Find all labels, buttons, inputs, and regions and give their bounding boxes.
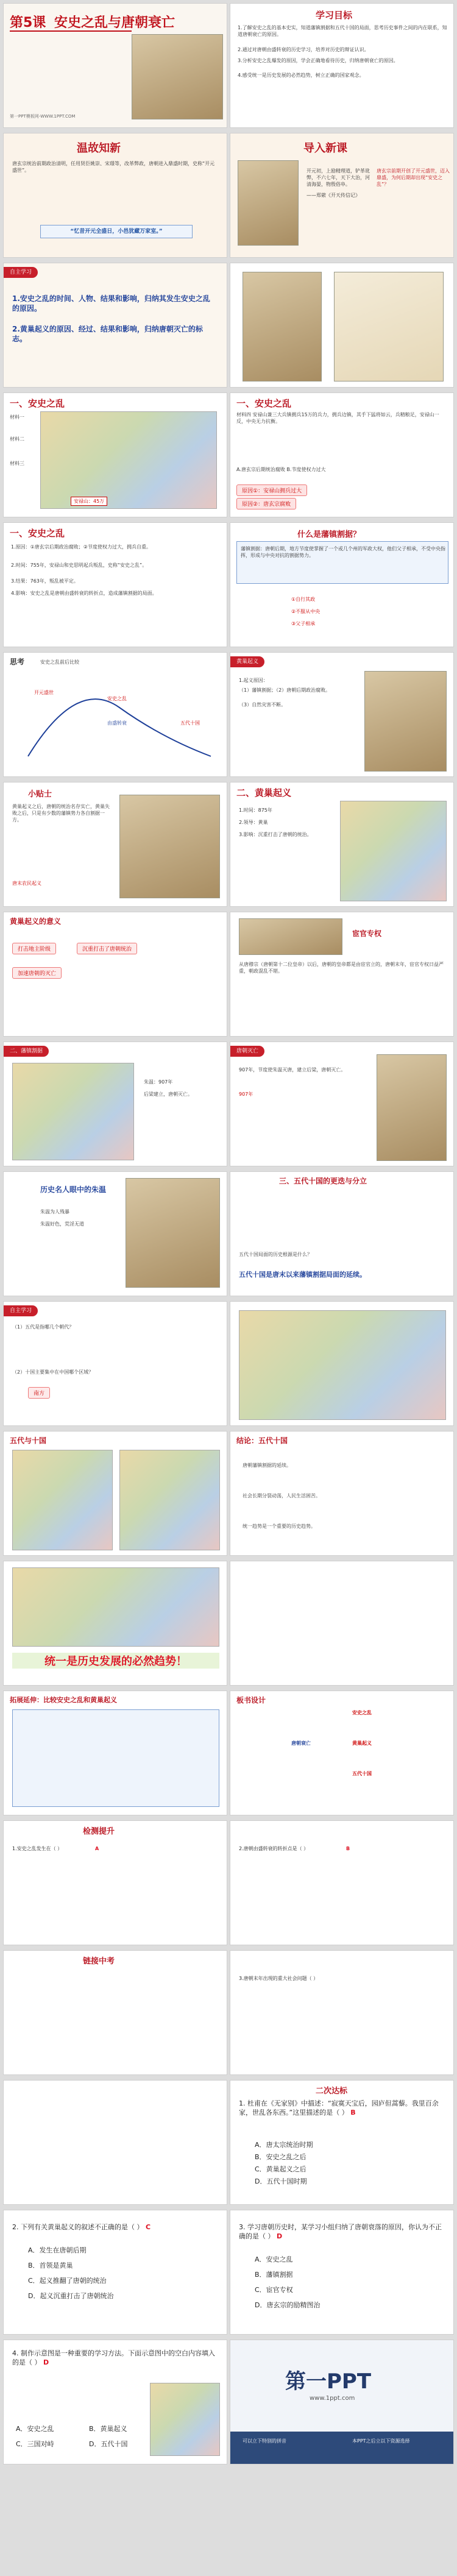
slide-intro — [230, 133, 454, 258]
unity-map — [12, 1567, 219, 1647]
meaning-3: 加速唐朝的灭亡 — [12, 967, 62, 979]
tips-title: 小贴士 — [28, 790, 52, 799]
anshi-cause-options: A.唐玄宗后期统治腐败 B.节度使权力过大 — [236, 467, 326, 472]
q3-opt-a: A．安史之乱 — [255, 2255, 293, 2263]
five-dynasties-q: 五代十国局面的历史根源是什么？ — [239, 1252, 312, 1257]
meaning-1: 打击地主阶级 — [12, 943, 56, 954]
second-test-title: 二次达标 — [316, 2087, 348, 2096]
unity-banner: 统一是历史发展的必然趋势！ — [12, 1653, 219, 1669]
fanzhen-def: 藩镇割据：唐朝后期，地方节度使掌握了一个或几个州的军政大权，他们父子相承，不受中央指挥，形成与中央对抗的割据势力。 — [241, 546, 445, 558]
slide-unity — [3, 1561, 227, 1686]
anshi-cause-title: 一、安史之乱 — [236, 398, 292, 409]
slide-tang-fall — [230, 1041, 454, 1166]
fanzhen-map — [12, 1063, 134, 1160]
objective-3: 3.分析安史之乱爆发的原因，学会正确地看待历史，归纳唐朝衰亡的原因。 — [238, 58, 399, 63]
poet-portrait — [243, 272, 322, 381]
second-q1-opt-b: B．安史之乱之后 — [255, 2153, 306, 2161]
board-node-2: 黄巢起义 — [352, 1740, 372, 1746]
slide-second-test-blank — [3, 2080, 227, 2205]
huangchao-item-3: 3.影响：沉重打击了唐朝的统治。 — [239, 832, 312, 837]
anshi-summary-title: 一、安史之乱 — [10, 528, 65, 539]
end-url: www.1ppt.com — [310, 2395, 355, 2402]
anshi-summary-3: 3.结果：763年，叛乱被平定。 — [11, 578, 79, 584]
objective-2: 2.通过对唐朝由盛转衰的历史学习，培养对历史的辩证认识。 — [238, 47, 369, 52]
cause-label-2: 原因②：唐玄宗腐败 — [236, 498, 296, 509]
self-study-2-q1: （1）五代是指哪几个朝代？ — [12, 1324, 74, 1330]
slide-objectives — [230, 3, 454, 128]
slide-self-study-2 — [3, 1301, 227, 1426]
zhuwen-title: 历史名人眼中的朱温 — [40, 1185, 107, 1194]
zhuwen-image — [126, 1178, 220, 1288]
fanzhen-trait-3: ③父子相承 — [291, 621, 316, 626]
slide-huangchao-cause — [230, 652, 454, 777]
slide-end — [230, 2340, 454, 2464]
q3-stem: 3. 学习唐朝历史时，某学习小组归纳了唐朝衰落的原因，你认为不正确的是（ ） — [239, 2223, 442, 2240]
anshi-summary-4: 4.影响：安史之乱是唐朝由盛转衰的转折点，造成藩镇割据的局面。 — [11, 591, 157, 596]
map-caption: 安禄山：45万 — [71, 497, 107, 506]
end-footer-text-1: 可以立下特别的拼音 — [243, 2438, 286, 2444]
extend-title: 拓展延伸：比较安史之乱和黄巢起义 — [10, 1696, 117, 1704]
board-title: 板书设计 — [236, 1696, 266, 1705]
eunuch-title: 宦官专权 — [352, 929, 382, 938]
anshi-summary-2: 2.时间：755年，安禄山和史思明起兵叛乱，史称“安史之乱”。 — [11, 562, 147, 568]
test-title: 检测提升 — [83, 1827, 115, 1836]
objective-1: 1.了解安史之乱的基本史实，知道藩镇割据和五代十国的局面，思考历史事件之间的内在联系，知道唐朝衰亡的原因。 — [238, 25, 447, 37]
five-dynasties-map — [239, 1310, 446, 1420]
eunuch-body: 从唐穆宗（唐朝第十二位皇帝）以后，唐朝的皇帝都是由宦官立的，唐朝末年，宦官专权日益严重，朝政混乱不堪。 — [239, 962, 444, 974]
q2-opt-d: D．起义沉重打击了唐朝统治 — [28, 2292, 114, 2300]
slide-anshi-summary — [3, 522, 227, 647]
tang-fall-note: 907年 — [239, 1091, 253, 1097]
second-q1-opt-c: C．黄巢起义之后 — [255, 2165, 306, 2173]
huangchao-tab: 黄巢起义 — [230, 656, 264, 667]
tips-note: 唐末农民起义 — [12, 881, 41, 886]
huangchao-item-2: 2.领导：黄巢 — [239, 820, 268, 825]
board-node-3: 五代十国 — [352, 1771, 372, 1776]
anshi-cause-body: 材料四 安禄山兼三大兵镇拥兵15万的兵力，拥兵边镇，其手下猛将如云，兵精粮足，安禄山一反，中央无力抗衡。 — [236, 412, 439, 424]
map-compare-1 — [12, 1450, 113, 1550]
anshi-map — [40, 411, 217, 509]
second-q1-opt-a: A．唐太宗统治时期 — [255, 2141, 313, 2149]
slide-exam-2 — [230, 1950, 454, 2075]
meaning-title: 黄巢起义的意义 — [10, 917, 62, 926]
huangchao-title: 二、黄巢起义 — [236, 787, 292, 798]
slide-extend — [3, 1691, 227, 1815]
maps-compare-title: 五代与十国 — [10, 1436, 47, 1445]
think-title: 思考 — [10, 658, 25, 666]
title-illustration — [132, 34, 223, 119]
scroll-image — [334, 272, 444, 381]
q3-opt-c: C．宦官专权 — [255, 2286, 293, 2294]
slide-self-study — [3, 263, 227, 388]
objective-4: 4.感受统一是历史发展的必然趋势，树立正确的国家观念。 — [238, 73, 364, 78]
slide-exam-link — [3, 1950, 227, 2075]
fanzhen-trait-2: ②不服从中央 — [291, 609, 321, 614]
anshi-title: 一、安史之乱 — [10, 398, 65, 409]
huangchao-cause-3: （3）自然灾害不断。 — [239, 702, 286, 708]
test-q1: 1.安史之乱发生在（ ） — [12, 1846, 63, 1851]
title-underline — [10, 30, 132, 32]
slide-fanzhen — [230, 522, 454, 647]
q3-text — [239, 2223, 446, 2241]
q2-opt-c: C．起义推翻了唐朝的统治 — [28, 2277, 107, 2285]
lesson-title: 安史之乱与唐朝衰亡 — [54, 15, 175, 30]
slide-eunuch — [230, 912, 454, 1037]
q2-answer: C — [146, 2223, 151, 2231]
q2-opt-b: B．首领是黄巢 — [28, 2262, 73, 2269]
self-study-2: 2.黄巢起义的原因、经过、结果和影响，归纳唐朝灭亡的标志。 — [12, 325, 203, 343]
slide-test-2 — [230, 1820, 454, 1945]
meaning-2: 沉重打击了唐朝统治 — [77, 943, 137, 954]
tang-fall-body: 907年，节度使朱温灭唐，建立后梁，唐朝灭亡。 — [239, 1067, 346, 1073]
huangchao-item-1: 1.时间：875年 — [239, 807, 272, 813]
slide-q2 — [3, 2210, 227, 2335]
exam-link-title: 链接中考 — [83, 1957, 115, 1966]
fanzhen-map-tab: 二、藩镇割据 — [4, 1046, 49, 1057]
objectives-title: 学习目标 — [316, 10, 353, 21]
board-node-1: 安史之乱 — [352, 1710, 372, 1716]
slide-five-dynasties — [230, 1171, 454, 1296]
exam-q3: 3.唐朝末年出现的重大社会问题（ ） — [239, 1976, 319, 1981]
review-title: 温故知新 — [77, 142, 121, 155]
slide-review — [3, 133, 227, 258]
lesson-number: 第5课 — [10, 15, 46, 30]
trend-curve — [4, 653, 227, 777]
intro-title: 导入新课 — [303, 142, 347, 155]
trend-label-2: 安史之乱 — [107, 696, 127, 701]
tang-fall-tab: 唐朝灭亡 — [230, 1046, 264, 1057]
intro-portrait — [238, 160, 299, 246]
second-q1-text: 1. 杜甫在《无家别》中描述：“寂寞天宝后，园庐但蒿藜。我里百余家，世乱各东西。”这里描述的是（ ） — [239, 2099, 439, 2117]
fanzhen-map-1: 朱温：907年 — [144, 1079, 173, 1085]
five-dynasties-title: 三、五代十国的更迭与分立 — [279, 1177, 367, 1185]
self-study-tab: 自主学习 — [4, 267, 38, 278]
slide-anshi-cause — [230, 392, 454, 517]
review-body: 唐玄宗统治前期政治清明，任用贤臣姚崇、宋璟等，改革弊政，唐朝进入鼎盛时期，史称“开元盛世”。 — [12, 161, 215, 173]
q4-opt-c: C．三国对峙 — [16, 2440, 54, 2448]
five-dynasties-answer: 五代十国是唐末以来藩镇割据局面的延续。 — [239, 1271, 366, 1279]
material-2: 材料二 — [10, 436, 24, 442]
slide-poem-picture — [230, 263, 454, 388]
intro-source: ——郑綮《开天传信记》 — [306, 193, 360, 198]
self-study-1: 1.安史之乱的时间、人物、结果和影响，归纳其发生安史之乱的原因。 — [12, 294, 210, 313]
conclusion-1: 唐朝藩镇割据的延续。 — [243, 1463, 291, 1468]
conclusion-2: 社会长期分裂动荡，人民生活困苦。 — [243, 1493, 321, 1499]
q4-opt-d: D．五代十国 — [89, 2440, 128, 2448]
trend-label-1: 开元盛世 — [34, 690, 54, 695]
fanzhen-map-2: 后梁建立，唐朝灭亡。 — [144, 1091, 193, 1097]
conclusion-title: 结论：五代十国 — [236, 1436, 288, 1445]
slide-q3 — [230, 2210, 454, 2335]
slide-huangchao-meaning — [3, 912, 227, 1037]
slide-maps-compare — [3, 1431, 227, 1556]
q4-stem: 4. 制作示意图是一种重要的学习方法。下面示意图中的空白内容填入的是（ ） — [12, 2349, 215, 2366]
think-question: 安史之乱前后比较 — [40, 659, 79, 665]
slide-second-test — [230, 2080, 454, 2205]
conclusion-3: 统一趋势是一个重要的历史趋势。 — [243, 1524, 316, 1529]
slide-huangchao — [230, 782, 454, 907]
trend-label-4: 五代十国 — [180, 720, 200, 726]
huangchao-cause-2: （1）藩镇割据；（2）唐朝后期政治腐败。 — [239, 687, 331, 693]
q3-opt-d: D．唐玄宗的励精图治 — [255, 2301, 321, 2309]
self-study-2-tab: 自主学习 — [4, 1305, 38, 1316]
self-study-2-q2: （2）十国主要集中在中国哪个区域？ — [12, 1369, 94, 1375]
fanzhen-title: 什么是藩镇割据？ — [297, 530, 361, 539]
self-study-2-answer: 南方 — [28, 1387, 50, 1399]
slide-q4 — [3, 2340, 227, 2464]
board-node-4: 唐朝衰亡 — [291, 1740, 311, 1746]
huangchao-cause-1: 1.起义原因： — [239, 678, 268, 683]
end-footer-text-2: 本PPT之后立以下资源选择 — [352, 2438, 410, 2444]
slide-test — [3, 1820, 227, 1945]
test-q2: 2.唐朝由盛转衰的转折点是（ ） — [239, 1846, 309, 1851]
q2-stem: 2. 下列有关黄巢起义的叙述不正确的是（ ） — [12, 2223, 144, 2231]
eunuch-image — [239, 918, 342, 955]
material-1: 材料一 — [10, 414, 24, 420]
slide-conclusion — [230, 1431, 454, 1556]
slide-map-five — [230, 1301, 454, 1426]
second-q1-answer: B — [350, 2109, 356, 2117]
slide-think — [3, 652, 227, 777]
second-q1-opt-d: D．五代十国时期 — [255, 2177, 307, 2185]
intro-poem: 开元初，上励精理道，铲革讹弊，不六七年，天下大治，河清海晏，物殷俗阜。 — [306, 168, 370, 187]
intro-question: 唐玄宗前期开创了开元盛世，迈入鼎盛，为何后期却出现“安史之乱”？ — [377, 168, 450, 187]
slide-anshi-map — [3, 392, 227, 517]
slide-tips — [3, 782, 227, 907]
review-quote: “忆昔开元全盛日，小邑犹藏万家室。” — [70, 229, 163, 235]
slide-zhuwen — [3, 1171, 227, 1296]
material-3: 材料三 — [10, 461, 24, 466]
tips-image — [119, 795, 220, 898]
second-q1 — [239, 2099, 446, 2117]
q3-opt-b: B．藩镇割据 — [255, 2271, 293, 2279]
q4-opt-a: A．安史之乱 — [16, 2425, 54, 2433]
fanzhen-def-box — [236, 541, 448, 584]
huangchao-map — [340, 801, 447, 901]
slide-blank — [230, 1561, 454, 1686]
slide-board — [230, 1691, 454, 1815]
map-compare-2 — [119, 1450, 220, 1550]
q4-text — [12, 2349, 219, 2367]
cause-label-1: 原因①：安禄山拥兵过大 — [236, 484, 307, 496]
end-brand: 第一PPT — [285, 2369, 372, 2394]
test-a2: B — [346, 1846, 350, 1851]
end-footer — [230, 2432, 453, 2464]
slide-fanzhen-map — [3, 1041, 227, 1166]
anshi-summary-1: 1.原因：①唐玄宗后期政治腐败；②节度使权力过大，拥兵自重。 — [11, 544, 151, 550]
extend-table — [12, 1709, 219, 1807]
q4-opt-b: B．黄巢起义 — [89, 2425, 127, 2433]
trend-label-3: 由盛转衰 — [107, 720, 127, 726]
huangchao-image — [364, 671, 447, 772]
q4-map — [150, 2383, 220, 2456]
zhuwen-2: 朱温好色，荒淫无道 — [40, 1221, 84, 1227]
brand-text: 第一PPT模板网-WWW.1PPT.COM — [10, 114, 76, 119]
zhuwen-portrait — [377, 1054, 447, 1161]
q2-text — [12, 2223, 219, 2232]
slide-title — [3, 3, 227, 128]
test-a1: A — [95, 1846, 99, 1851]
fanzhen-trait-1: ①自行其政 — [291, 597, 316, 602]
review-quote-box — [40, 225, 193, 238]
q3-answer: D — [277, 2232, 283, 2240]
zhuwen-1: 朱温为人残暴 — [40, 1209, 69, 1215]
tips-body: 黄巢起义之后，唐朝的统治名存实亡，黄巢失败之后，只是有少数的藩镇势力各自割据一方。 — [12, 804, 110, 823]
q2-opt-a: A．发生在唐朝后期 — [28, 2246, 87, 2254]
q4-answer: D — [43, 2358, 49, 2366]
